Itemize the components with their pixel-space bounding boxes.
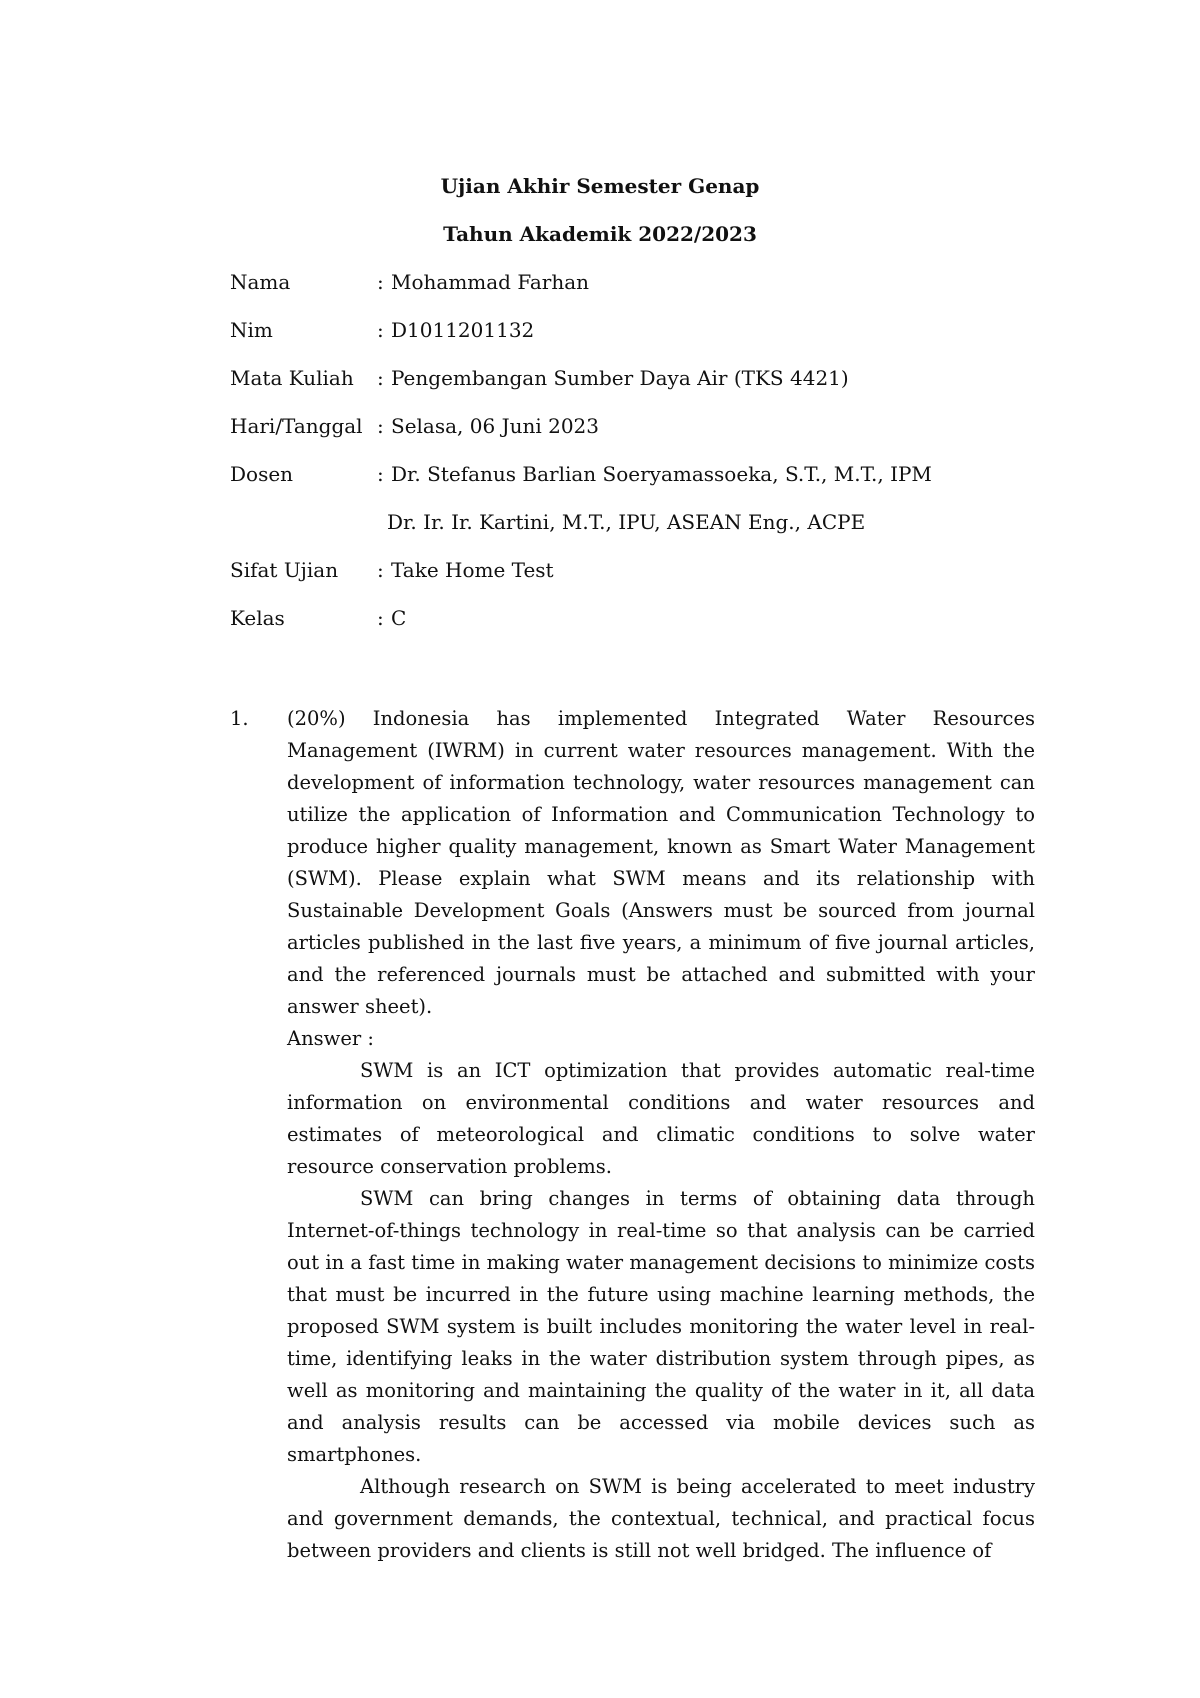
kelas-label: Kelas (230, 606, 285, 630)
hari-tanggal-label: Hari/Tanggal (230, 414, 363, 438)
exam-title: Ujian Akhir Semester Genap (440, 174, 760, 198)
colon: : (377, 462, 384, 486)
answer-paragraph: SWM can bring changes in terms of obtaining data through Internet-of-things technology in real-time so that analysis can be carried out in a fast time in making water management decisions to minimize costs that must be incurred in the future using machine learning methods, the proposed SWM system is built includes monitoring the water level in real-time, identifying leaks in the water distribution system through pipes, as well as monitoring and maintaining the quality of the water in it, all data and analysis results can be accessed via mobile devices such as smartphones. (287, 1187, 1035, 1466)
info-row-hari-tanggal (230, 414, 1030, 462)
hari-tanggal-value: Selasa, 06 Juni 2023 (391, 414, 599, 438)
question-text: (20%) Indonesia has implemented Integrated Water Resources Management (IWRM) in current water resources management. With the development of information technology, water resources management can utilize the application of Information and Communication Technology to produce higher quality management, known as Smart Water Management (SWM). Please explain what SWM means and its relationship with Sustainable Development Goals (Answers must be sourced from journal articles published in the last five years, a minimum of five journal articles, and the referenced journals must be attached and submitted with your answer sheet). (287, 707, 1035, 1018)
colon: : (377, 318, 384, 342)
academic-year: Tahun Akademik 2022/2023 (443, 222, 757, 246)
dosen-label: Dosen (230, 462, 294, 486)
info-row-dosen (230, 462, 1030, 510)
colon: : (377, 558, 384, 582)
question-number: 1. (230, 707, 249, 730)
mata-kuliah-label: Mata Kuliah (230, 366, 354, 390)
colon: : (377, 270, 384, 294)
info-row-nim (230, 318, 1030, 366)
colon: : (377, 414, 384, 438)
question-body (287, 703, 1035, 1567)
info-row-mata-kuliah (230, 366, 1030, 414)
answer-paragraph: SWM is an ICT optimization that provides automatic real-time information on environmental conditions and water resources and estimates of meteorological and climatic conditions to solve water resource conservation problems. (287, 1059, 1035, 1178)
sifat-ujian-value: Take Home Test (391, 558, 554, 582)
kelas-value: C (391, 606, 407, 630)
info-row-nama (230, 270, 1030, 318)
nim-label: Nim (230, 318, 273, 342)
mata-kuliah-value: Pengembangan Sumber Daya Air (TKS 4421) (391, 366, 849, 390)
nim-value: D1011201132 (391, 318, 535, 342)
answer-label: Answer : (287, 1027, 374, 1050)
student-info (230, 270, 1030, 654)
answer-paragraph: Although research on SWM is being accelerated to meet industry and government demands, the contextual, technical, and practical focus between providers and clients is still not well bridged. The influence of (287, 1475, 1035, 1562)
sifat-ujian-label: Sifat Ujian (230, 558, 339, 582)
info-row-kelas (230, 606, 1030, 654)
nama-label: Nama (230, 270, 291, 294)
dosen-value-2: Dr. Ir. Ir. Kartini, M.T., IPU, ASEAN Eng., ACPE (387, 510, 866, 534)
colon: : (377, 606, 384, 630)
info-row-dosen-2 (230, 510, 1030, 558)
dosen-value-1: Dr. Stefanus Barlian Soeryamassoeka, S.T., M.T., IPM (391, 462, 932, 486)
nama-value: Mohammad Farhan (391, 270, 590, 294)
colon: : (377, 366, 384, 390)
info-row-sifat-ujian (230, 558, 1030, 606)
